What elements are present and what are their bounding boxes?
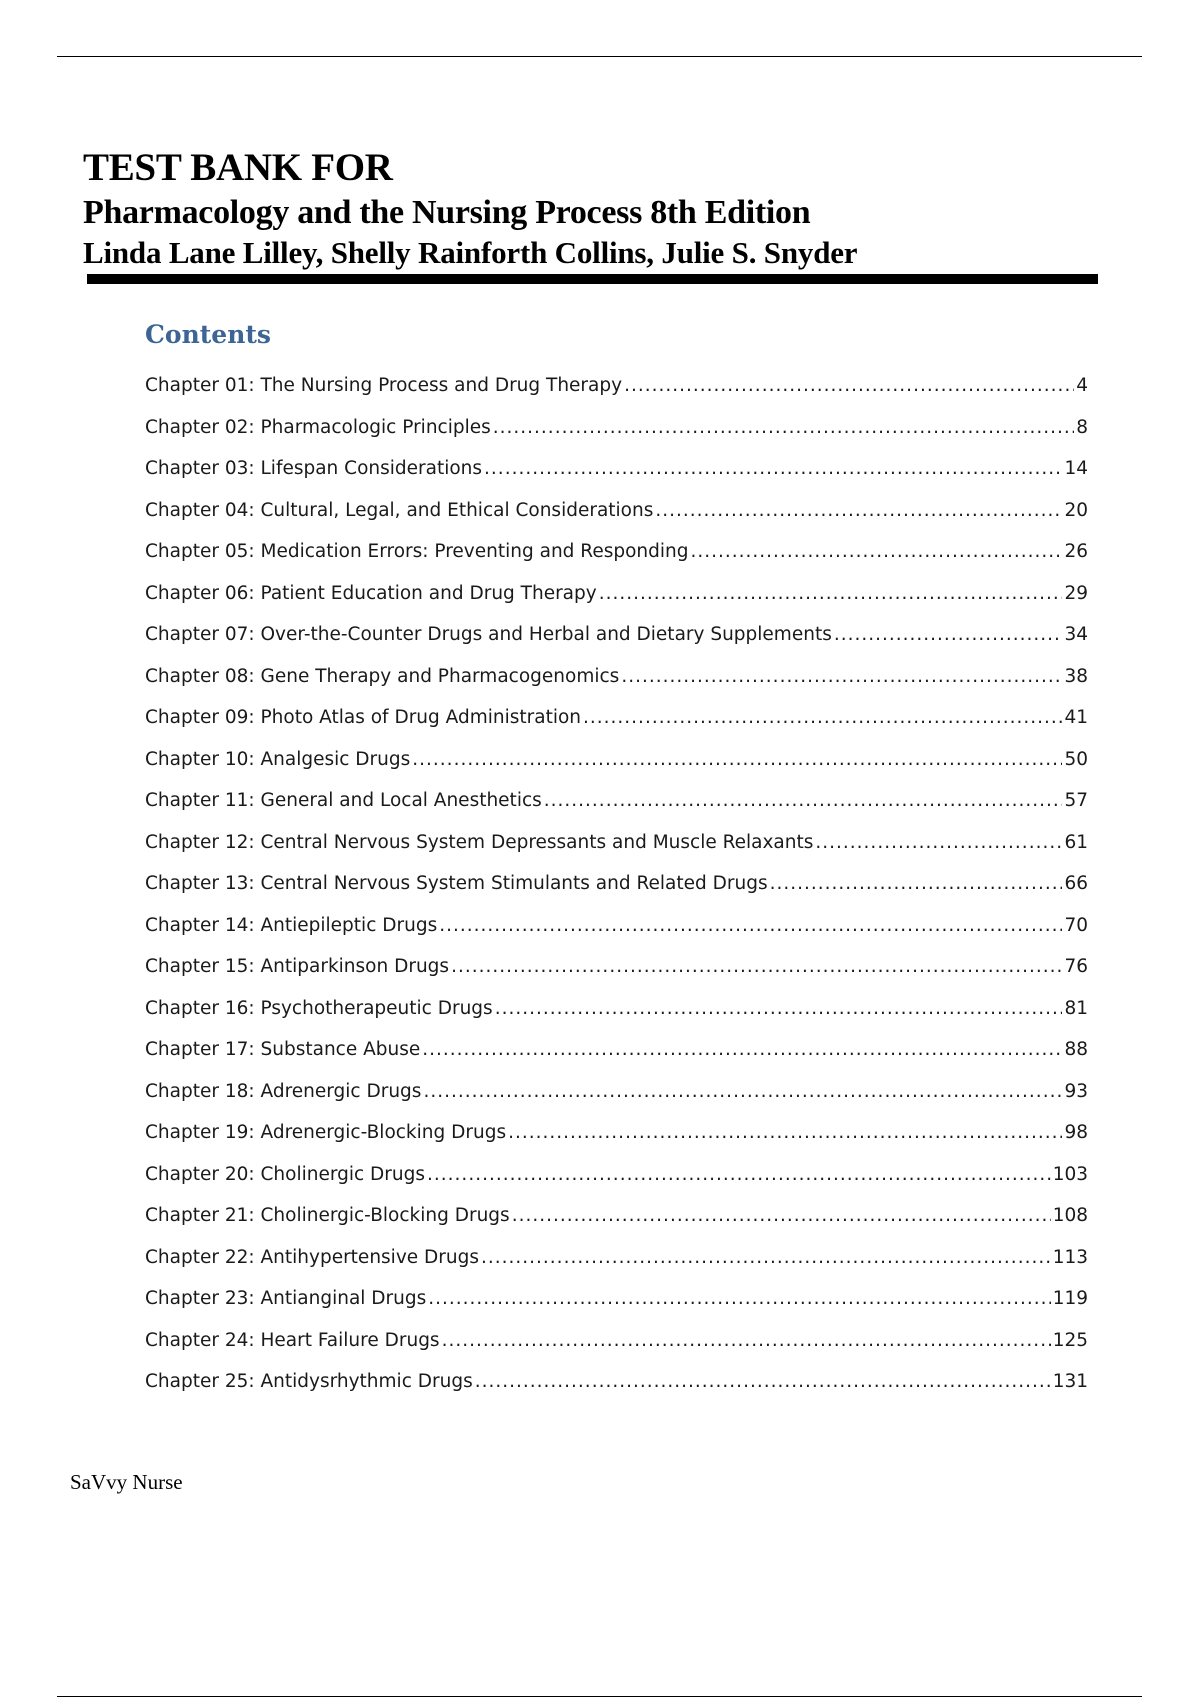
toc-entry-title: Chapter 08: Gene Therapy and Pharmacogenomics [145,665,620,687]
toc-entry-page: 26 [1064,541,1088,562]
toc-dot-leader [690,541,1062,562]
toc-entry-title: Chapter 17: Substance Abuse [145,1039,421,1060]
book-authors: Linda Lane Lilley, Shelly Rainforth Collins, Julie S. Snyder [83,235,858,270]
toc-entry-page: 38 [1064,665,1088,687]
toc-entry-title: Chapter 19: Adrenergic-Blocking Drugs [145,1122,507,1143]
toc-entry-title: Chapter 25: Antidysrhythmic Drugs [145,1371,473,1392]
toc-entry-title: Chapter 14: Antiepileptic Drugs [145,914,438,936]
toc-dot-leader [481,1247,1051,1268]
toc-entry-title: Chapter 21: Cholinergic-Blocking Drugs [145,1205,510,1226]
toc-dot-leader [624,375,1074,396]
top-rule [57,56,1142,57]
toc-entry[interactable] [145,624,1088,666]
toc-entry-title: Chapter 04: Cultural, Legal, and Ethical Considerations [145,499,654,521]
toc-entry-page: 93 [1064,1080,1088,1102]
toc-dot-leader [621,666,1062,687]
toc-entry[interactable] [145,1164,1088,1206]
toc-entry-page: 20 [1064,499,1088,521]
toc-entry-page: 41 [1064,707,1088,728]
toc-dot-leader [815,832,1062,853]
toc-entry-title: Chapter 16: Psychotherapeutic Drugs [145,997,493,1019]
toc-dot-leader [655,500,1062,521]
toc-dot-leader [451,956,1062,977]
toc-entry-title: Chapter 23: Antianginal Drugs [145,1288,427,1309]
contents-heading: Contents [145,320,272,349]
title-underline-rule [87,274,1098,284]
toc-entry[interactable] [145,500,1088,542]
bottom-rule [57,1696,1142,1697]
toc-dot-leader [599,583,1063,604]
book-title: Pharmacology and the Nursing Process 8th Edition [83,194,811,231]
toc-entry[interactable] [145,1247,1088,1289]
toc-dot-leader [475,1371,1051,1392]
toc-dot-leader [422,1039,1062,1060]
toc-dot-leader [512,1205,1051,1226]
toc-dot-leader [544,790,1063,811]
toc-entry-title: Chapter 20: Cholinergic Drugs [145,1163,426,1185]
toc-entry-page: 98 [1064,1122,1088,1143]
toc-entry-page: 131 [1052,1371,1088,1392]
toc-entry-title: Chapter 11: General and Local Anesthetics [145,790,542,811]
toc-entry[interactable] [145,998,1088,1040]
toc-entry[interactable] [145,583,1088,625]
toc-entry[interactable] [145,749,1088,791]
toc-dot-leader [493,417,1074,438]
toc-entry-title: Chapter 06: Patient Education and Drug Therapy [145,582,597,604]
toc-entry[interactable] [145,956,1088,998]
toc-entry-page: 34 [1064,624,1088,645]
toc-entry[interactable] [145,666,1088,708]
toc-entry-page: 103 [1052,1163,1088,1185]
toc-entry[interactable] [145,1039,1088,1081]
toc-dot-leader [428,1288,1050,1309]
toc-entry[interactable] [145,707,1088,749]
title-block [83,146,1103,272]
toc-entry[interactable] [145,832,1088,874]
toc-entry-title: Chapter 15: Antiparkinson Drugs [145,956,450,977]
toc-dot-leader [495,998,1063,1019]
toc-dot-leader [770,873,1063,894]
toc-entry[interactable] [145,1371,1088,1413]
toc-dot-leader [442,1330,1051,1351]
toc-entry-page: 125 [1052,1329,1088,1351]
toc-entry[interactable] [145,417,1088,459]
toc-dot-leader [423,1081,1062,1102]
toc-dot-leader [427,1164,1051,1185]
toc-entry-page: 70 [1064,914,1088,936]
toc-entry-page: 57 [1064,790,1088,811]
toc-entry-title: Chapter 01: The Nursing Process and Drug Therapy [145,375,623,396]
toc-entry-title: Chapter 02: Pharmacologic Principles [145,416,491,438]
toc-entry-page: 88 [1064,1039,1088,1060]
toc-entry-title: Chapter 24: Heart Failure Drugs [145,1329,440,1351]
toc-entry[interactable] [145,1330,1088,1372]
toc-entry[interactable] [145,375,1088,417]
toc-entry[interactable] [145,1081,1088,1123]
toc-entry-page: 8 [1076,416,1088,438]
toc-entry[interactable] [145,1122,1088,1164]
toc-entry-title: Chapter 07: Over-the-Counter Drugs and Herbal and Dietary Supplements [145,624,832,645]
toc-entry-title: Chapter 22: Antihypertensive Drugs [145,1246,479,1268]
toc-entry-page: 14 [1064,458,1088,479]
toc-entry-title: Chapter 09: Photo Atlas of Drug Administration [145,707,582,728]
toc-entry[interactable] [145,790,1088,832]
toc-entry-page: 4 [1076,375,1088,396]
toc-entry[interactable] [145,873,1088,915]
toc-entry-page: 113 [1052,1246,1088,1268]
toc-entry-page: 108 [1052,1205,1088,1226]
toc-entry-page: 61 [1064,831,1088,853]
toc-entry[interactable] [145,541,1088,583]
toc-entry[interactable] [145,1288,1088,1330]
toc-entry[interactable] [145,1205,1088,1247]
toc-entry-title: Chapter 13: Central Nervous System Stimulants and Related Drugs [145,873,768,894]
toc-entry-page: 66 [1064,873,1088,894]
footer-brand: SaVvy Nurse [70,1470,183,1494]
toc-entry-title: Chapter 05: Medication Errors: Preventing and Responding [145,541,689,562]
toc-dot-leader [508,1122,1062,1143]
toc-entry-title: Chapter 12: Central Nervous System Depressants and Muscle Relaxants [145,831,814,853]
toc-entry-title: Chapter 03: Lifespan Considerations [145,458,483,479]
toc-entry[interactable] [145,915,1088,957]
toc-entry-page: 76 [1064,956,1088,977]
toc-dot-leader [583,707,1062,728]
toc-dot-leader [439,915,1062,936]
toc-entry-page: 50 [1064,748,1088,770]
toc-entry-page: 81 [1064,997,1088,1019]
toc-dot-leader [834,624,1063,645]
toc-entry-title: Chapter 18: Adrenergic Drugs [145,1080,422,1102]
toc-dot-leader [412,749,1062,770]
title-test-bank: TEST BANK FOR [83,146,393,189]
toc-entry-page: 29 [1064,582,1088,604]
toc-entry[interactable] [145,458,1088,500]
toc-entry-page: 119 [1052,1288,1088,1309]
toc-entry-title: Chapter 10: Analgesic Drugs [145,748,411,770]
table-of-contents [145,375,1088,1413]
toc-dot-leader [484,458,1062,479]
